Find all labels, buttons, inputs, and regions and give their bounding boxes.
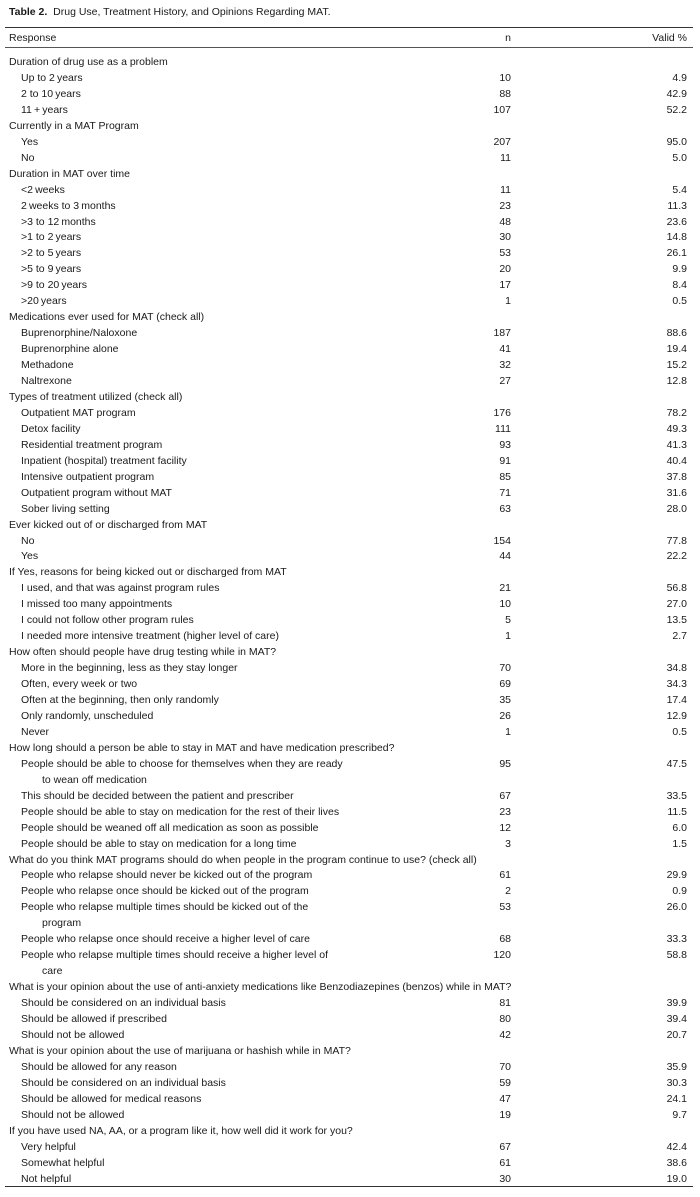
- row-label: No: [21, 534, 35, 547]
- row-n-value: 44: [499, 550, 511, 563]
- row-n-value: 30: [499, 1172, 511, 1185]
- row-label: Should be considered on an individual basis: [21, 997, 226, 1010]
- row-valid-pct-value: 6.0: [672, 821, 687, 834]
- row-label: Often, every week or two: [21, 678, 138, 691]
- row-valid-pct-value: 35.9: [666, 1060, 687, 1073]
- row-valid-pct-value: 0.5: [672, 295, 687, 308]
- row-label: Detox facility: [21, 422, 81, 435]
- row-n-value: 23: [499, 199, 511, 212]
- row-label: Outpatient MAT program: [21, 406, 136, 419]
- section-label: Currently in a MAT Program: [9, 119, 139, 132]
- row-n-value: 59: [499, 1076, 511, 1089]
- row-label: Inpatient (hospital) treatment facility: [21, 454, 187, 467]
- row-n-value: 27: [499, 375, 511, 387]
- row-n-value: 11: [500, 151, 511, 164]
- row-valid-pct-value: 47.5: [666, 757, 687, 770]
- row-valid-pct-value: 34.3: [666, 678, 687, 691]
- row-label: Naltrexone: [21, 375, 72, 387]
- row-n-value: 88: [499, 87, 511, 100]
- row-n-value: 67: [499, 1140, 511, 1153]
- row-valid-pct-value: 13.5: [666, 614, 687, 627]
- row-valid-pct-value: 11.5: [667, 805, 687, 818]
- section-label: If you have used NA, AA, or a program like it, how well did it work for you?: [9, 1124, 353, 1137]
- row-valid-pct-value: 22.2: [666, 550, 687, 563]
- row-valid-pct-value: 19.4: [666, 343, 687, 356]
- row-valid-pct-value: 12.9: [666, 709, 687, 722]
- row-n-value: 85: [499, 470, 511, 483]
- row-label: Not helpful: [21, 1172, 72, 1185]
- section-label: How often should people have drug testing while in MAT?: [9, 646, 277, 659]
- row-valid-pct-value: 27.0: [666, 598, 687, 611]
- row-label: People should be able to stay on medication for a long time: [21, 837, 297, 850]
- row-label: Residential treatment program: [21, 438, 163, 451]
- row-valid-pct-value: 4.9: [672, 71, 687, 84]
- row-n-value: 53: [499, 901, 511, 914]
- row-n-value: 71: [499, 486, 511, 499]
- row-valid-pct-value: 20.7: [666, 1028, 687, 1041]
- row-label: Very helpful: [21, 1140, 76, 1153]
- row-label: No: [21, 151, 35, 164]
- row-valid-pct-value: 40.4: [666, 454, 687, 467]
- row-valid-pct-value: 15.2: [666, 359, 687, 372]
- section-label: Duration in MAT over time: [9, 167, 130, 180]
- row-valid-pct-value: 95.0: [666, 135, 687, 148]
- row-n-value: 5: [505, 614, 511, 627]
- row-n-value: 20: [499, 263, 511, 276]
- row-label: People should be weaned off all medication as soon as possible: [21, 821, 319, 834]
- row-label: Methadone: [21, 359, 74, 372]
- row-n-value: 53: [499, 247, 511, 260]
- row-valid-pct-value: 37.8: [666, 470, 687, 483]
- row-label: Intensive outpatient program: [21, 470, 155, 483]
- row-n-value: 30: [499, 231, 511, 244]
- row-valid-pct-value: 19.0: [666, 1172, 687, 1185]
- row-label: >9 to 20 years: [21, 279, 88, 292]
- row-n-value: 35: [499, 694, 511, 706]
- row-n-value: 12: [499, 821, 511, 834]
- row-label: Should be considered on an individual basis: [21, 1076, 226, 1089]
- row-label: I used, and that was against program rules: [21, 582, 220, 595]
- row-label: I needed more intensive treatment (higher level of care): [21, 630, 279, 643]
- row-label: People who relapse once should be kicked out of the program: [21, 885, 309, 898]
- row-n-value: 61: [499, 1156, 511, 1169]
- row-label: Often at the beginning, then only randomly: [21, 694, 219, 706]
- row-label: People who relapse once should receive a higher level of care: [21, 933, 310, 946]
- row-label: More in the beginning, less as they stay longer: [21, 662, 238, 675]
- row-label-continuation: program: [42, 917, 82, 930]
- row-valid-pct-value: 29.9: [666, 869, 687, 882]
- section-label: Ever kicked out of or discharged from MAT: [9, 518, 208, 531]
- row-label: Buprenorphine alone: [21, 343, 119, 356]
- row-valid-pct-value: 34.8: [666, 662, 687, 675]
- row-n-value: 2: [505, 885, 511, 898]
- row-valid-pct-value: 26.1: [666, 247, 687, 260]
- row-n-value: 47: [499, 1092, 511, 1105]
- row-valid-pct-value: 56.8: [666, 582, 687, 595]
- row-n-value: 32: [499, 359, 511, 372]
- row-n-value: 111: [495, 422, 511, 435]
- row-valid-pct-value: 9.9: [672, 263, 687, 276]
- row-label: People who relapse multiple times should receive a higher level of: [21, 949, 329, 962]
- row-label: >2 to 5 years: [21, 247, 82, 260]
- row-label-continuation: to wean off medication: [42, 773, 147, 786]
- row-n-value: 3: [505, 837, 511, 850]
- row-valid-pct-value: 42.4: [666, 1140, 687, 1153]
- row-valid-pct-value: 14.8: [666, 231, 687, 244]
- row-n-value: 67: [499, 789, 511, 802]
- row-valid-pct-value: 12.8: [666, 375, 687, 387]
- row-label: Should be allowed for any reason: [21, 1060, 177, 1073]
- row-valid-pct-value: 42.9: [666, 87, 687, 100]
- row-valid-pct-value: 5.0: [672, 151, 687, 164]
- row-label: People who relapse should never be kicked out of the program: [21, 869, 313, 882]
- row-valid-pct-value: 5.4: [672, 183, 687, 196]
- section-label: Types of treatment utilized (check all): [9, 390, 183, 403]
- row-label: Somewhat helpful: [21, 1156, 105, 1169]
- row-valid-pct-value: 39.9: [666, 997, 687, 1010]
- row-label: <2 weeks: [21, 183, 65, 196]
- row-n-value: 70: [499, 1060, 511, 1073]
- row-n-value: 176: [493, 406, 511, 419]
- row-valid-pct-value: 11.3: [667, 199, 687, 212]
- row-valid-pct-value: 78.2: [666, 406, 687, 419]
- section-label: If Yes, reasons for being kicked out or discharged from MAT: [9, 566, 287, 579]
- row-label: I missed too many appointments: [21, 598, 173, 611]
- row-valid-pct-value: 88.6: [666, 327, 687, 340]
- section-label: How long should a person be able to stay in MAT and have medication prescribed?: [9, 741, 395, 754]
- row-valid-pct-value: 33.5: [666, 789, 687, 802]
- row-valid-pct-value: 30.3: [666, 1076, 687, 1089]
- row-valid-pct-value: 77.8: [666, 534, 687, 547]
- row-n-value: 26: [499, 709, 511, 722]
- row-valid-pct-value: 38.6: [666, 1156, 687, 1169]
- section-label: Duration of drug use as a problem: [9, 56, 168, 68]
- row-valid-pct-value: 0.9: [672, 885, 687, 898]
- row-n-value: 69: [499, 678, 511, 691]
- row-label: >3 to 12 months: [21, 215, 96, 228]
- row-n-value: 42: [499, 1028, 511, 1041]
- row-n-value: 63: [499, 502, 511, 515]
- row-valid-pct-value: 52.2: [666, 103, 687, 116]
- row-n-value: 61: [499, 869, 511, 882]
- column-header-valid-pct: Valid %: [652, 32, 687, 44]
- row-n-value: 48: [499, 215, 511, 228]
- row-label: People should be able to choose for themselves when they are ready: [21, 757, 343, 770]
- row-valid-pct-value: 28.0: [666, 502, 687, 515]
- row-label: People should be able to stay on medication for the rest of their lives: [21, 805, 340, 818]
- row-valid-pct-value: 0.5: [672, 725, 687, 738]
- row-n-value: 70: [499, 662, 511, 675]
- row-label: 2 weeks to 3 months: [21, 199, 116, 212]
- row-n-value: 187: [493, 327, 511, 340]
- row-valid-pct-value: 33.3: [666, 933, 687, 946]
- row-n-value: 1: [505, 295, 511, 308]
- row-label-continuation: care: [42, 965, 63, 978]
- row-label: Up to 2 years: [21, 71, 83, 84]
- section-label: What is your opinion about the use of anti-anxiety medications like Benzodiazepines (benzos) while in MAT?: [9, 981, 512, 994]
- row-label: Only randomly, unscheduled: [21, 709, 154, 722]
- section-label: What is your opinion about the use of marijuana or hashish while in MAT?: [9, 1044, 351, 1057]
- row-label: Outpatient program without MAT: [21, 486, 172, 499]
- row-valid-pct-value: 8.4: [672, 279, 687, 292]
- column-header-response: Response: [9, 32, 57, 44]
- row-n-value: 23: [499, 805, 511, 818]
- row-n-value: 91: [499, 454, 511, 467]
- row-n-value: 154: [493, 534, 511, 547]
- row-label: >1 to 2 years: [21, 231, 82, 244]
- row-n-value: 10: [499, 598, 511, 611]
- row-label: I could not follow other program rules: [21, 614, 194, 627]
- row-label: >5 to 9 years: [21, 263, 82, 276]
- row-label: People who relapse multiple times should be kicked out of the: [21, 901, 309, 914]
- row-label: Should not be allowed: [21, 1028, 125, 1041]
- row-valid-pct-value: 17.4: [666, 694, 687, 706]
- row-valid-pct-value: 2.7: [672, 630, 687, 643]
- bottom-rule: [5, 1186, 693, 1187]
- row-valid-pct-value: 58.8: [666, 949, 687, 962]
- row-label: Should be allowed for medical reasons: [21, 1092, 202, 1105]
- row-n-value: 207: [493, 135, 511, 148]
- row-valid-pct-value: 9.7: [672, 1108, 687, 1121]
- row-n-value: 1: [505, 725, 511, 738]
- row-label: 11 + years: [21, 103, 68, 116]
- row-valid-pct-value: 26.0: [666, 901, 687, 914]
- row-n-value: 41: [499, 343, 511, 356]
- row-valid-pct-value: 39.4: [666, 1013, 687, 1025]
- table-number: Table 2.: [9, 6, 48, 18]
- row-label: Should not be allowed: [21, 1108, 125, 1121]
- row-label: >20 years: [21, 295, 67, 308]
- row-valid-pct-value: 1.5: [672, 837, 687, 850]
- row-label: 2 to 10 years: [21, 87, 81, 100]
- row-label: This should be decided between the patient and prescriber: [21, 789, 294, 802]
- row-n-value: 21: [499, 582, 511, 595]
- row-valid-pct-value: 23.6: [666, 215, 687, 228]
- row-n-value: 68: [499, 933, 511, 946]
- row-label: Buprenorphine/Naloxone: [21, 327, 138, 340]
- row-label: Yes: [21, 550, 39, 563]
- column-header-n: n: [505, 32, 511, 44]
- row-label: Sober living setting: [21, 502, 110, 515]
- row-n-value: 80: [499, 1013, 511, 1025]
- row-n-value: 93: [499, 438, 511, 451]
- row-n-value: 120: [493, 949, 511, 962]
- row-n-value: 107: [493, 103, 511, 116]
- row-n-value: 95: [499, 757, 511, 770]
- section-label: Medications ever used for MAT (check all): [9, 311, 205, 324]
- row-label: Should be allowed if prescribed: [21, 1013, 167, 1025]
- row-valid-pct-value: 31.6: [666, 486, 687, 499]
- row-n-value: 11: [500, 183, 511, 196]
- row-valid-pct-value: 49.3: [666, 422, 687, 435]
- row-n-value: 17: [499, 279, 511, 292]
- row-n-value: 19: [499, 1108, 511, 1121]
- row-n-value: 1: [505, 630, 511, 643]
- row-n-value: 81: [499, 997, 511, 1010]
- row-valid-pct-value: 41.3: [666, 438, 687, 451]
- section-label: What do you think MAT programs should do when people in the program continue to use? (check all): [9, 853, 477, 866]
- table-title: Drug Use, Treatment History, and Opinions Regarding MAT.: [53, 6, 331, 18]
- row-valid-pct-value: 24.1: [666, 1092, 687, 1105]
- row-n-value: 10: [499, 71, 511, 84]
- row-label: Never: [21, 725, 50, 738]
- row-label: Yes: [21, 135, 39, 148]
